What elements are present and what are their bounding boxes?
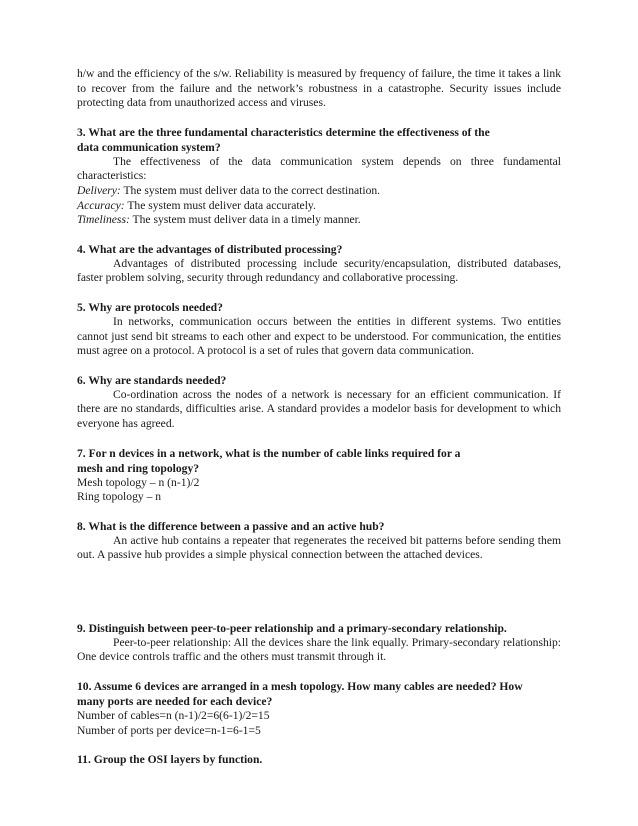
question-10-heading-line2: many ports are needed for each device? [77,695,273,709]
question-3-heading-line1: 3. What are the three fundamental characteristics determine the effectiveness of the [77,125,490,139]
question-6-answer: Co-ordination across the nodes of a network is necessary for an efficient communication. If there are no standards, difficulties arise. A standard provides a modelor basis for development to which everyone has agreed. [77,387,561,430]
question-9-answer: Peer-to-peer relationship: All the devices share the link equally. Primary-secondary relationship: One device controls traffic and the others must transmit through it. [77,635,561,664]
question-7-block [77,446,561,505]
definition-text: The system must deliver data accurately. [124,198,316,212]
question-5-answer: In networks, communication occurs between the entities in different systems. Two entities cannot just send bit streams to each other and expect to be understood. For communication, the entities must agree on a protocol. A protocol is a set of rules that govern data communication. [77,314,561,358]
ports-calculation: Number of ports per device=n-1=6-1=5 [77,723,261,737]
question-9-heading: 9. Distinguish between peer-to-peer relationship and a primary-secondary relationship. [77,621,507,635]
definition-term: Accuracy: [77,198,125,212]
question-3-answer: The effectiveness of the data communication system depends on three fundamental characteristics: [77,154,561,183]
question-6-heading: 6. Why are standards needed? [77,373,227,387]
question-10-block [77,679,561,738]
question-8-block [77,519,561,563]
document-page [77,67,561,767]
ring-topology-formula: Ring topology – n [77,490,162,504]
question-4-block [77,242,561,286]
mesh-topology-formula: Mesh topology – n (n-1)/2 [77,475,200,489]
intro-paragraph: h/w and the efficiency of the s/w. Reliability is measured by frequency of failure, the time it takes a link to recover from the failure and the network’s robustness in a catastrophe. Security issues include protecting data from unauthorized access and viruses. [77,67,561,110]
question-11-block [77,752,561,767]
question-6-block [77,373,561,432]
question-4-answer: Advantages of distributed processing include security/encapsulation, distributed databases, faster problem solving, security through redundancy and collaborative processing. [77,256,561,285]
question-11-heading: 11. Group the OSI layers by function. [77,753,263,767]
question-7-heading-line2: mesh and ring topology? [77,461,200,475]
definition-text: The system must deliver data in a timely manner. [129,213,361,227]
question-5-heading: 5. Why are protocols needed? [77,300,223,314]
question-10-heading-line1: 10. Assume 6 devices are arranged in a mesh topology. How many cables are needed? How [77,680,523,694]
question-3-block [77,125,561,228]
cables-calculation: Number of cables=n (n-1)/2=6(6-1)/2=15 [77,709,270,723]
definition-delivery [77,184,561,199]
question-9-block [77,621,561,665]
question-4-heading: 4. What are the advantages of distributed processing? [77,242,343,256]
question-8-heading: 8. What is the difference between a passive and an active hub? [77,519,385,533]
question-8-answer: An active hub contains a repeater that regenerates the received bit patterns before sending them out. A passive hub provides a simple physical connection between the attached devices. [77,533,561,562]
definition-accuracy [77,199,561,214]
definition-text: The system must deliver data to the correct destination. [120,183,381,197]
definition-timeliness [77,213,561,228]
question-5-block [77,300,561,359]
definition-term: Timeliness: [77,213,130,227]
question-3-heading-line2: data communication system? [77,140,221,154]
definition-term: Delivery: [77,183,121,197]
question-7-heading-line1: 7. For n devices in a network, what is the number of cable links required for a [77,446,461,460]
